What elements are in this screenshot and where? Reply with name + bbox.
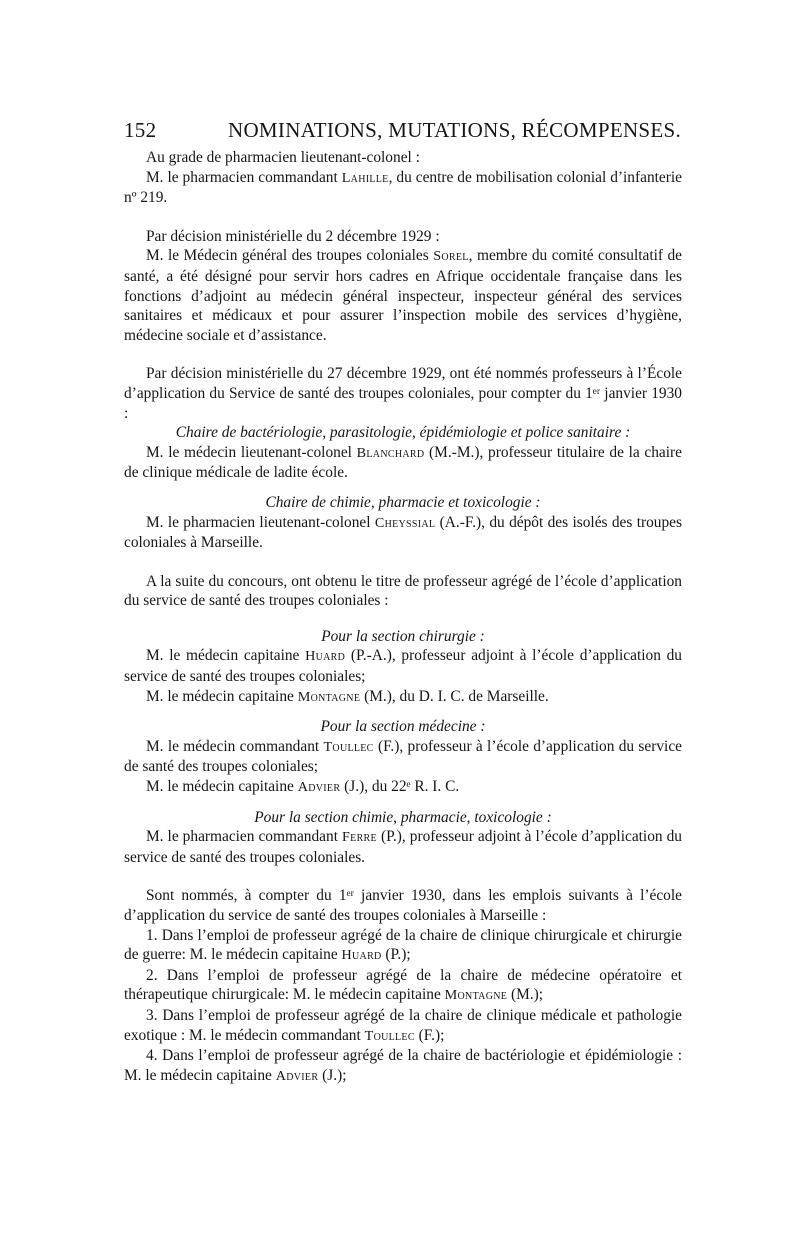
page-body xyxy=(124,148,682,1086)
surname: Huard xyxy=(341,947,382,964)
appointment-montagne: M. le médecin capitaine Montagne (M.), du D. I. C. de Marseille. xyxy=(146,687,549,705)
surname: Ferre xyxy=(342,829,377,846)
decision-intro-2-dec: Par décision ministérielle du 2 décembre 1929 : xyxy=(146,227,440,245)
appointment-sorel: M. le Médecin général des troupes coloniales Sorel, membre du comité consultatif de santé, a été désigné pour servir hors cadres en Afrique occidentale française dans les fonctions d’adjoint au médecin général inspecteur, inspecteur général des services sanitaires et médicaux et pour assurer l’inspection mobile des services d’hygiène, médecine sociale et d’assistance. xyxy=(124,247,682,344)
surname: Sorel xyxy=(433,248,469,265)
employment-intro: Sont nommés, à compter du 1ᵉʳ janvier 1930, dans les emplois suivants à l’école d’application du service de santé des troupes coloniales à Marseille : xyxy=(124,887,682,924)
section-heading-medicine: Pour la section médecine : xyxy=(320,718,486,736)
surname: Lahille xyxy=(341,169,389,186)
list-item-4: 4. Dans l’emploi de professeur agrégé de la chaire de bactériologie et épidémiologie : M. le médecin capitaine Advier (J.); xyxy=(124,1047,682,1084)
surname: Huard xyxy=(305,648,346,665)
surname: Toullec xyxy=(323,738,374,755)
appointment-toullec: M. le médecin commandant Toullec (F.), professeur à l’école d’application du service de santé des troupes coloniales; xyxy=(124,737,682,776)
decision-intro-27-dec: Par décision ministérielle du 27 décembre 1929, ont été nommés professeurs à l’École d’application du Service de santé des troupes coloniales, pour compter du 1ᵉʳ janvier 1930 : xyxy=(124,365,682,422)
surname: Montagne xyxy=(297,688,361,705)
surname: Cheyssial xyxy=(374,514,436,531)
appointment-huard: M. le médecin capitaine Huard (P.-A.), professeur adjoint à l’école d’application du service de santé des troupes coloniales; xyxy=(124,647,682,686)
appointment-cheyssial: M. le pharmacien lieutenant-colonel Cheyssial (A.-F.), du dépôt des isolés des troupes coloniales à Marseille. xyxy=(124,513,682,552)
appointment-advier: M. le médecin capitaine Advier (J.), du 22ᵉ R. I. C. xyxy=(146,778,460,796)
chair-heading-chemistry: Chaire de chimie, pharmacie et toxicologie : xyxy=(265,493,541,511)
concours-intro: A la suite du concours, ont obtenu le titre de professeur agrégé de l’école d’application du service de santé des troupes coloniales : xyxy=(124,572,682,610)
appointment-lahille: M. le pharmacien commandant Lahille, du centre de mobilisation colonial d’infanterie nº 219. xyxy=(124,168,682,207)
list-item-1: 1. Dans l’emploi de professeur agrégé de la chaire de clinique chirurgicale et chirurgie de guerre: M. le médecin capitaine Huard (P.); xyxy=(124,926,682,964)
surname: Advier xyxy=(297,779,341,796)
chair-heading-bacteriology: Chaire de bactériologie, parasitologie, épidémiologie et police sanitaire : xyxy=(175,424,631,442)
appointment-blanchard: M. le médecin lieutenant-colonel Blanchard (M.-M.), professeur titulaire de la chaire de clinique médicale de ladite école. xyxy=(124,443,682,482)
surname: Blanchard xyxy=(356,444,425,461)
page-header xyxy=(124,118,684,146)
list-item-2: 2. Dans l’emploi de professeur agrégé de la chaire de médecine opératoire et thérapeutique chirurgicale: M. le médecin capitaine Montagne (M.); xyxy=(124,966,682,1004)
section-heading-surgery: Pour la section chirurgie : xyxy=(321,627,485,645)
page-number: 152 xyxy=(124,118,157,142)
appointment-ferre: M. le pharmacien commandant Ferre (P.), professeur adjoint à l’école d’application du service de santé des troupes coloniales. xyxy=(124,828,682,866)
surname: Montagne xyxy=(444,987,508,1004)
list-item-3: 3. Dans l’emploi de professeur agrégé de la chaire de clinique médicale et pathologie exotique : M. le médecin commandant Toullec (F.); xyxy=(124,1006,682,1044)
grade-heading: Au grade de pharmacien lieutenant-colonel : xyxy=(146,149,420,166)
surname: Advier xyxy=(275,1067,319,1084)
surname: Toullec xyxy=(364,1027,415,1044)
section-heading-chemistry: Pour la section chimie, pharmacie, toxicologie : xyxy=(254,808,552,826)
running-title: NOMINATIONS, MUTATIONS, RÉCOMPENSES. xyxy=(228,118,682,142)
